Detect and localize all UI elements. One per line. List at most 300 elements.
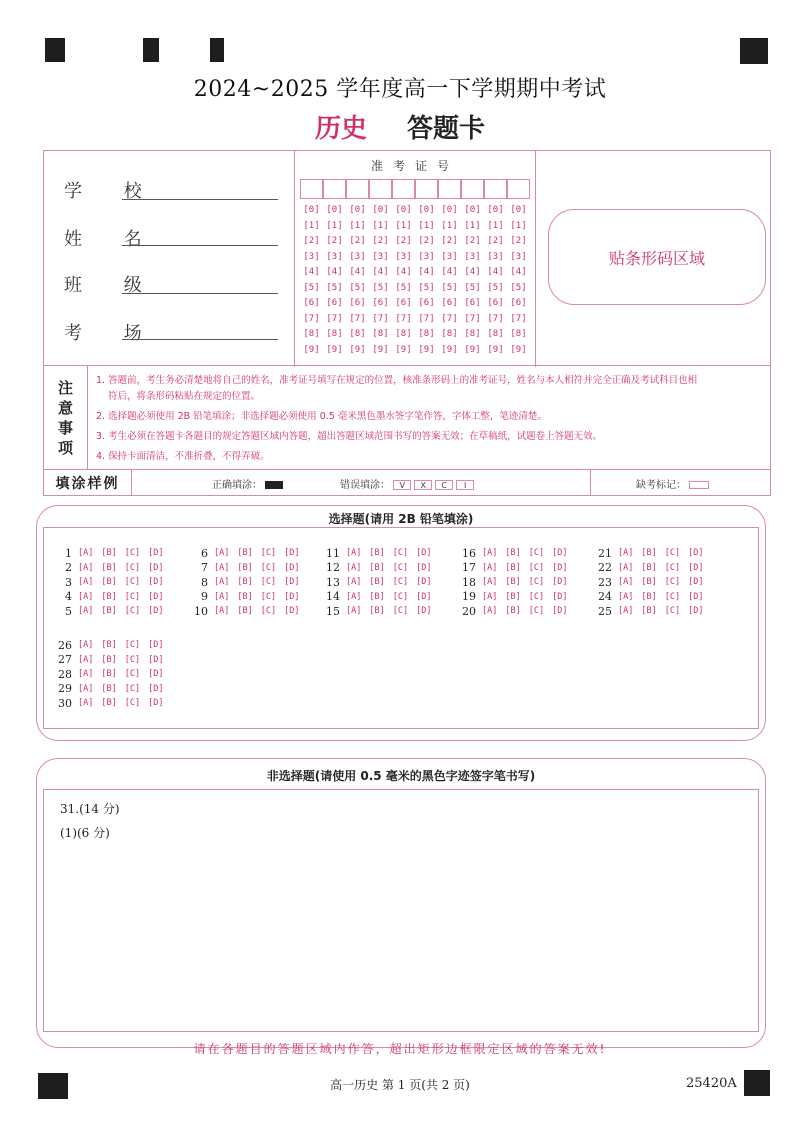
answer-bubble[interactable]: [A]: [78, 548, 94, 559]
exam-id-digit-box[interactable]: [346, 179, 369, 199]
answer-bubble[interactable]: [A]: [78, 698, 94, 709]
question-number: 27: [58, 653, 72, 667]
answer-bubble[interactable]: [D]: [552, 548, 568, 559]
exam-id-bubble[interactable]: [5]: [487, 282, 504, 293]
exam-id-bubble[interactable]: [1]: [372, 220, 389, 231]
answer-bubble[interactable]: [A]: [214, 577, 230, 588]
answer-bubble[interactable]: [C]: [664, 606, 681, 617]
notice-line: 1. 答题前，考生务必清楚地将自己的姓名，准考证号填写在规定的位置，核准条形码上的准考证号，姓名与本人相符并完全正确及考试科目也相: [96, 375, 698, 386]
mc-question-group: [592, 546, 711, 619]
exam-id-bubble[interactable]: [8]: [487, 329, 504, 339]
answer-bubble[interactable]: [A]: [482, 577, 498, 588]
answer-bubble[interactable]: [A]: [78, 562, 94, 573]
mc-question-row: [592, 604, 711, 619]
exam-id-digit-box[interactable]: [507, 179, 530, 199]
exam-id-bubble[interactable]: [1]: [326, 220, 343, 231]
exam-id-bubble[interactable]: [0]: [487, 205, 504, 215]
exam-id-digit-box[interactable]: [415, 179, 438, 199]
exam-id-bubble[interactable]: [8]: [349, 329, 366, 339]
exam-id-bubble[interactable]: [1]: [349, 220, 366, 231]
answer-bubble[interactable]: [D]: [552, 606, 568, 617]
question-number: 16: [462, 546, 476, 560]
mc-question-row: [52, 653, 171, 668]
answer-bubble[interactable]: [D]: [688, 606, 704, 617]
exam-id-bubble[interactable]: [5]: [349, 282, 366, 293]
exam-id-bubble[interactable]: [9]: [326, 344, 343, 355]
exam-id-bubble[interactable]: [6]: [303, 298, 320, 308]
exam-id-bubble[interactable]: [9]: [395, 344, 412, 355]
answer-bubble[interactable]: [C]: [124, 577, 141, 588]
school-label: 学 校: [64, 181, 160, 202]
answer-bubble[interactable]: [C]: [392, 548, 409, 559]
answer-bubble[interactable]: [D]: [552, 562, 568, 573]
answer-bubble[interactable]: [B]: [641, 606, 657, 617]
exam-id-digit-box[interactable]: [438, 179, 461, 199]
exam-id-bubble[interactable]: [8]: [510, 329, 527, 339]
answer-bubble[interactable]: [C]: [664, 591, 681, 602]
room-field[interactable]: [122, 339, 278, 340]
exam-id-bubble[interactable]: [6]: [487, 298, 504, 308]
answer-bubble[interactable]: [B]: [237, 562, 253, 573]
alignment-mark: [740, 38, 768, 64]
answer-bubble[interactable]: [C]: [124, 591, 141, 602]
mc-question-row: [592, 546, 711, 561]
exam-id-bubble[interactable]: [6]: [510, 298, 527, 308]
answer-bubble[interactable]: [D]: [688, 548, 704, 559]
exam-id-bubble[interactable]: [4]: [395, 267, 412, 277]
exam-id-bubble[interactable]: [0]: [441, 205, 458, 215]
exam-id-bubble[interactable]: [1]: [510, 220, 527, 231]
exam-id-bubble[interactable]: [9]: [418, 344, 435, 355]
exam-id-bubble[interactable]: [7]: [418, 313, 435, 324]
exam-id-bubble[interactable]: [7]: [326, 313, 343, 324]
exam-id-digit-row: [300, 345, 530, 361]
exam-id-bubble[interactable]: [8]: [395, 329, 412, 339]
answer-bubble[interactable]: [C]: [260, 591, 277, 602]
exam-id-bubble[interactable]: [0]: [510, 205, 527, 215]
answer-bubble[interactable]: [C]: [392, 562, 409, 573]
answer-bubble[interactable]: [C]: [528, 562, 545, 573]
question-number: 29: [58, 682, 72, 696]
mc-question-row: [188, 561, 307, 576]
exam-id-bubble[interactable]: [5]: [510, 282, 527, 293]
exam-id-bubble[interactable]: [4]: [372, 267, 389, 277]
exam-id-bubble[interactable]: [2]: [510, 236, 527, 246]
answer-bubble[interactable]: [D]: [148, 669, 164, 680]
answer-bubble[interactable]: [A]: [78, 669, 94, 680]
answer-bubble[interactable]: [A]: [346, 606, 362, 617]
answer-bubble[interactable]: [B]: [369, 548, 385, 559]
paper-code: 25420A: [686, 1076, 737, 1091]
exam-id-digit-row: [300, 298, 530, 314]
answer-bubble[interactable]: [B]: [101, 654, 117, 665]
exam-id-digit-box[interactable]: [369, 179, 392, 199]
question-number: 17: [462, 561, 476, 575]
answer-bubble[interactable]: [B]: [641, 577, 657, 588]
exam-id-bubble[interactable]: [6]: [349, 298, 366, 308]
notice-head-char: 意: [57, 399, 73, 417]
exam-id-bubble[interactable]: [8]: [326, 329, 343, 339]
exam-id-bubble[interactable]: [7]: [372, 313, 389, 324]
wrong-mark-line: I: [456, 480, 474, 490]
answer-bubble[interactable]: [A]: [618, 591, 634, 602]
answer-bubble[interactable]: [C]: [392, 577, 409, 588]
exam-id-bubble[interactable]: [9]: [464, 344, 481, 355]
exam-id-bubble[interactable]: [1]: [303, 220, 320, 231]
answer-bubble[interactable]: [B]: [101, 591, 117, 602]
school-field[interactable]: [122, 199, 278, 200]
answer-bubble[interactable]: [B]: [369, 562, 385, 573]
exam-id-bubble[interactable]: [7]: [395, 313, 412, 324]
exam-id-digit-row: [300, 314, 530, 330]
question-number: 18: [462, 575, 476, 589]
answer-bubble[interactable]: [A]: [618, 562, 634, 573]
exam-id-bubble[interactable]: [8]: [372, 329, 389, 339]
exam-id-bubble[interactable]: [3]: [487, 251, 504, 262]
exam-id-bubble[interactable]: [0]: [303, 205, 320, 215]
answer-bubble[interactable]: [A]: [214, 591, 230, 602]
exam-id-bubble[interactable]: [9]: [349, 344, 366, 355]
exam-id-bubble[interactable]: [1]: [487, 220, 504, 231]
mc-question-row: [188, 604, 307, 619]
answer-bubble[interactable]: [B]: [641, 591, 657, 602]
exam-id-bubble[interactable]: [4]: [303, 267, 320, 277]
exam-id-digit-box[interactable]: [461, 179, 484, 199]
answer-bubble[interactable]: [C]: [124, 698, 141, 709]
answer-bubble[interactable]: [B]: [237, 548, 253, 559]
exam-id-bubble[interactable]: [5]: [418, 282, 435, 293]
exam-id-digit-row: [300, 236, 530, 252]
mc-question-group: [320, 546, 439, 619]
exam-id-digit-box[interactable]: [392, 179, 415, 199]
exam-id-bubble[interactable]: [0]: [464, 205, 481, 215]
answer-bubble[interactable]: [C]: [664, 548, 681, 559]
exam-id-bubble[interactable]: [1]: [395, 220, 412, 231]
answer-bubble[interactable]: [D]: [148, 562, 164, 573]
exam-id-bubble[interactable]: [3]: [303, 251, 320, 262]
answer-bubble[interactable]: [B]: [641, 548, 657, 559]
class-field[interactable]: [122, 293, 278, 294]
answer-bubble[interactable]: [A]: [482, 548, 498, 559]
answer-bubble[interactable]: [B]: [641, 562, 657, 573]
exam-id-bubble[interactable]: [7]: [464, 313, 481, 324]
answer-bubble[interactable]: [D]: [284, 591, 300, 602]
answer-bubble[interactable]: [C]: [528, 577, 545, 588]
answer-bubble[interactable]: [A]: [346, 548, 362, 559]
exam-id-bubble[interactable]: [6]: [326, 298, 343, 308]
exam-id-bubble[interactable]: [7]: [349, 313, 366, 324]
answer-bubble[interactable]: [C]: [260, 548, 277, 559]
answer-bubble[interactable]: [A]: [346, 577, 362, 588]
answer-bubble[interactable]: [D]: [148, 591, 164, 602]
exam-id-bubble[interactable]: [5]: [303, 282, 320, 293]
exam-id-bubble[interactable]: [2]: [349, 236, 366, 246]
exam-id-digit-box[interactable]: [484, 179, 507, 199]
exam-id-bubble[interactable]: [5]: [441, 282, 458, 293]
notice-head-char: 注: [57, 379, 73, 397]
exam-title: 2024~2025 学年度高一下学期期中考试: [193, 77, 607, 102]
answer-bubble[interactable]: [B]: [101, 698, 117, 709]
answer-bubble[interactable]: [B]: [101, 606, 117, 617]
notice-line: 3. 考生必须在答题卡各题目的规定答题区域内答题，超出答题区域范围书写的答案无效；在草稿纸，试题卷上答题无效。: [96, 431, 603, 442]
answer-bubble[interactable]: [B]: [369, 606, 385, 617]
exam-id-bubble[interactable]: [6]: [418, 298, 435, 308]
exam-id-digit-row: [300, 252, 530, 268]
barcode-label: 贴条形码区域: [608, 248, 705, 268]
answer-bubble[interactable]: [C]: [260, 606, 277, 617]
answer-bubble[interactable]: [D]: [284, 548, 300, 559]
exam-id-bubble[interactable]: [2]: [326, 236, 343, 246]
exam-id-bubble[interactable]: [2]: [395, 236, 412, 246]
exam-id-digit-box[interactable]: [323, 179, 346, 199]
exam-id-bubble[interactable]: [6]: [372, 298, 389, 308]
answer-bubble[interactable]: [B]: [101, 669, 117, 680]
answer-bubble[interactable]: [C]: [124, 606, 141, 617]
notice-heading: [44, 366, 88, 470]
answer-bubble[interactable]: [B]: [369, 577, 385, 588]
answer-bubble[interactable]: [C]: [124, 548, 141, 559]
answer-bubble[interactable]: [A]: [78, 683, 94, 694]
exam-id-bubble[interactable]: [8]: [464, 329, 481, 339]
answer-bubble[interactable]: [B]: [369, 591, 385, 602]
name-field[interactable]: [122, 245, 278, 246]
answer-bubble[interactable]: [B]: [505, 562, 521, 573]
answer-bubble[interactable]: [D]: [688, 562, 704, 573]
exam-id-bubble[interactable]: [1]: [418, 220, 435, 231]
exam-id-bubble[interactable]: [8]: [303, 329, 320, 339]
answer-bubble[interactable]: [D]: [284, 606, 300, 617]
exam-id-digit-row: [300, 329, 530, 345]
answer-bubble[interactable]: [D]: [416, 591, 432, 602]
mc-question-row: [456, 590, 575, 605]
answer-bubble[interactable]: [B]: [237, 606, 253, 617]
mc-question-group: [52, 546, 171, 619]
exam-id-bubble[interactable]: [4]: [464, 267, 481, 277]
answer-bubble[interactable]: [B]: [505, 591, 521, 602]
answer-bubble[interactable]: [C]: [528, 606, 545, 617]
question-number: 28: [58, 667, 72, 681]
answer-bubble[interactable]: [C]: [528, 591, 545, 602]
exam-id-bubble[interactable]: [2]: [418, 236, 435, 246]
mc-question-row: [592, 561, 711, 576]
mc-question-row: [52, 604, 171, 619]
answer-bubble[interactable]: [D]: [148, 654, 164, 665]
answer-bubble[interactable]: [D]: [416, 562, 432, 573]
answer-bubble[interactable]: [B]: [101, 577, 117, 588]
question-number: 7: [201, 561, 208, 575]
answer-bubble[interactable]: [D]: [148, 683, 164, 694]
exam-id-bubble[interactable]: [1]: [441, 220, 458, 231]
answer-bubble[interactable]: [A]: [214, 562, 230, 573]
answer-bubble[interactable]: [A]: [78, 640, 94, 651]
mc-question-row: [320, 604, 439, 619]
answer-bubble[interactable]: [D]: [416, 577, 432, 588]
exam-id-bubble[interactable]: [0]: [349, 205, 366, 215]
answer-bubble[interactable]: [D]: [284, 577, 300, 588]
exam-id-bubble[interactable]: [1]: [464, 220, 481, 231]
answer-bubble[interactable]: [A]: [618, 606, 634, 617]
absent-mark-box[interactable]: [689, 481, 709, 489]
exam-id-bubble[interactable]: [4]: [326, 267, 343, 277]
answer-bubble[interactable]: [A]: [482, 562, 498, 573]
exam-id-bubble[interactable]: [9]: [303, 344, 320, 355]
mc-question-row: [188, 590, 307, 605]
fill-sample-heading: 填涂样例: [44, 470, 132, 495]
answer-bubble[interactable]: [D]: [148, 640, 164, 651]
mc-question-row: [592, 575, 711, 590]
answer-bubble[interactable]: [C]: [392, 591, 409, 602]
answer-bubble[interactable]: [A]: [214, 548, 230, 559]
exam-id-bubble[interactable]: [5]: [372, 282, 389, 293]
exam-id-bubble[interactable]: [3]: [372, 251, 389, 262]
exam-id-bubble[interactable]: [7]: [441, 313, 458, 324]
exam-id-bubble[interactable]: [0]: [395, 205, 412, 215]
exam-id-bubble[interactable]: [3]: [395, 251, 412, 262]
exam-id-bubble[interactable]: [2]: [464, 236, 481, 246]
answer-bubble[interactable]: [C]: [124, 654, 141, 665]
exam-id-bubble[interactable]: [6]: [464, 298, 481, 308]
answer-bubble[interactable]: [A]: [346, 562, 362, 573]
exam-id-bubble[interactable]: [9]: [441, 344, 458, 355]
answer-bubble[interactable]: [A]: [618, 548, 634, 559]
answer-bubble[interactable]: [D]: [552, 577, 568, 588]
answer-bubble[interactable]: [C]: [664, 562, 681, 573]
answer-bubble[interactable]: [A]: [78, 654, 94, 665]
answer-bubble[interactable]: [A]: [346, 591, 362, 602]
answer-bubble[interactable]: [D]: [416, 606, 432, 617]
answer-bubble[interactable]: [D]: [688, 591, 704, 602]
exam-id-bubble[interactable]: [4]: [349, 267, 366, 277]
question-number: 11: [326, 546, 340, 560]
mc-question-row: [52, 575, 171, 590]
mc-question-row: [456, 546, 575, 561]
answer-bubble[interactable]: [C]: [124, 669, 141, 680]
answer-bubble[interactable]: [B]: [505, 577, 521, 588]
exam-id-bubble[interactable]: [0]: [372, 205, 389, 215]
mc-question-row: [456, 561, 575, 576]
question-number: 24: [598, 590, 612, 604]
answer-bubble[interactable]: [B]: [101, 640, 117, 651]
answer-bubble[interactable]: [C]: [260, 562, 277, 573]
exam-id-digit-box[interactable]: [300, 179, 323, 199]
answer-bubble[interactable]: [B]: [237, 591, 253, 602]
exam-id-bubble[interactable]: [7]: [510, 313, 527, 324]
answer-bubble[interactable]: [C]: [392, 606, 409, 617]
question-number: 23: [598, 575, 612, 589]
answer-bubble[interactable]: [B]: [237, 577, 253, 588]
answer-bubble[interactable]: [C]: [124, 640, 141, 651]
answer-bubble[interactable]: [B]: [505, 606, 521, 617]
answer-bubble[interactable]: [B]: [101, 683, 117, 694]
answer-bubble[interactable]: [C]: [124, 683, 141, 694]
question-31-heading: 31.(14 分): [60, 802, 120, 816]
answer-bubble[interactable]: [D]: [552, 591, 568, 602]
mc-question-group: [52, 638, 171, 711]
answer-bubble[interactable]: [B]: [101, 562, 117, 573]
answer-bubble[interactable]: [B]: [505, 548, 521, 559]
exam-id-bubble[interactable]: [3]: [510, 251, 527, 262]
answer-bubble[interactable]: [A]: [618, 577, 634, 588]
notice-line: 符后，将条形码粘贴在规定的位置。: [108, 391, 261, 402]
answer-bubble[interactable]: [D]: [148, 606, 164, 617]
notice-line: 2. 选择题必须使用 2B 铅笔填涂；非选择题必须使用 0.5 毫米黑色墨水签字笔作答，字体工整，笔迹清楚。: [96, 411, 547, 422]
answer-bubble[interactable]: [D]: [416, 548, 432, 559]
wrong-mark-circle: C: [435, 480, 453, 490]
exam-id-bubble[interactable]: [7]: [303, 313, 320, 324]
correct-fill-label: [212, 476, 283, 491]
answer-bubble[interactable]: [C]: [260, 577, 277, 588]
exam-id-bubble[interactable]: [3]: [464, 251, 481, 262]
exam-id-bubble[interactable]: [4]: [418, 267, 435, 277]
answer-bubble[interactable]: [A]: [214, 606, 230, 617]
exam-id-bubble[interactable]: [3]: [349, 251, 366, 262]
sample-divider: [590, 470, 591, 495]
exam-id-bubble[interactable]: [2]: [372, 236, 389, 246]
mc-question-row: [320, 590, 439, 605]
exam-id-bubble[interactable]: [0]: [418, 205, 435, 215]
answer-bubble[interactable]: [D]: [688, 577, 704, 588]
answer-bubble[interactable]: [A]: [78, 606, 94, 617]
exam-id-bubble[interactable]: [4]: [510, 267, 527, 277]
exam-id-bubble[interactable]: [2]: [487, 236, 504, 246]
class-label: 班 级: [64, 275, 160, 296]
alignment-mark: [45, 38, 65, 62]
exam-id-bubble[interactable]: [6]: [441, 298, 458, 308]
exam-id-bubble[interactable]: [2]: [303, 236, 320, 246]
answer-bubble[interactable]: [A]: [482, 591, 498, 602]
answer-bubble[interactable]: [C]: [664, 577, 681, 588]
answer-bubble[interactable]: [D]: [148, 577, 164, 588]
answer-bubble[interactable]: [D]: [148, 548, 164, 559]
boundary-warning: 请在各题目的答题区域内作答，超出矩形边框限定区域的答案无效!: [193, 1042, 607, 1056]
answer-bubble[interactable]: [D]: [148, 698, 164, 709]
exam-id-bubble[interactable]: [9]: [372, 344, 389, 355]
mc-question-row: [320, 546, 439, 561]
name-label: 姓 名: [64, 229, 160, 250]
answer-bubble[interactable]: [A]: [78, 577, 94, 588]
exam-id-bubble[interactable]: [3]: [418, 251, 435, 262]
answer-bubble[interactable]: [D]: [284, 562, 300, 573]
exam-id-bubble[interactable]: [4]: [441, 267, 458, 277]
exam-id-bubble[interactable]: [6]: [395, 298, 412, 308]
exam-id-bubble[interactable]: [9]: [510, 344, 527, 355]
exam-id-bubble[interactable]: [4]: [487, 267, 504, 277]
free-response-area[interactable]: [43, 789, 759, 1032]
exam-id-bubble[interactable]: [5]: [326, 282, 343, 293]
answer-bubble[interactable]: [A]: [78, 591, 94, 602]
question-number: 5: [65, 604, 72, 618]
answer-bubble[interactable]: [C]: [528, 548, 545, 559]
exam-id-digit-row: [300, 205, 530, 221]
exam-id-bubble[interactable]: [8]: [441, 329, 458, 339]
mc-answer-area: [43, 527, 759, 729]
exam-id-bubble[interactable]: [7]: [487, 313, 504, 324]
exam-id-bubble[interactable]: [2]: [441, 236, 458, 246]
exam-id-bubble[interactable]: [9]: [487, 344, 504, 355]
answer-bubble[interactable]: [C]: [124, 562, 141, 573]
question-number: 12: [326, 561, 340, 575]
exam-id-bubble[interactable]: [0]: [326, 205, 343, 215]
question-number: 19: [462, 590, 476, 604]
exam-id-bubble[interactable]: [3]: [326, 251, 343, 262]
exam-id-bubble[interactable]: [5]: [464, 282, 481, 293]
correct-fill-mark: [265, 481, 283, 489]
answer-bubble[interactable]: [B]: [101, 548, 117, 559]
answer-bubble[interactable]: [A]: [482, 606, 498, 617]
exam-id-bubble[interactable]: [8]: [418, 329, 435, 339]
exam-id-bubble[interactable]: [5]: [395, 282, 412, 293]
exam-id-bubble[interactable]: [3]: [441, 251, 458, 262]
